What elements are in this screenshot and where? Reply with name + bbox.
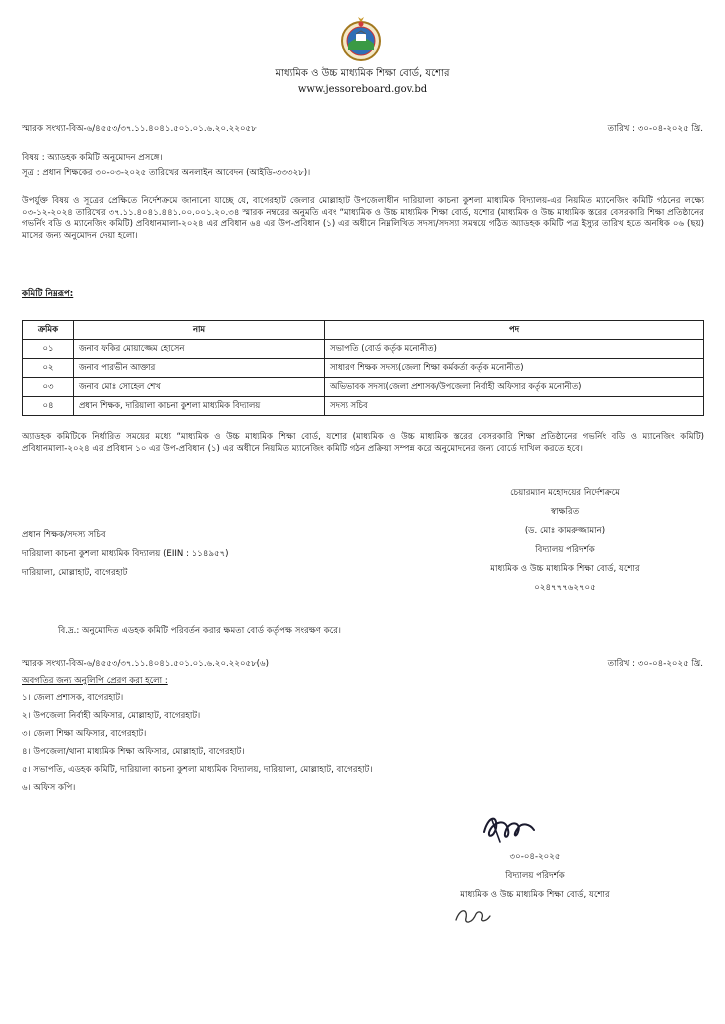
list-item: ৫। সভাপতি, এডহক কমিটি, দারিয়ালা কাচনা কুশলা মাধ্যমিক বিদ্যালয়, দারিয়ালা, মোল্লাহাট, বাগেরহাট।	[22, 765, 373, 775]
row-position: অভিভাবক সদস্য(জেলা প্রশাসক/উপজেলা নির্বাহী অফিসার কর্তৃক মনোনীত)	[325, 378, 704, 397]
table-row	[23, 340, 704, 359]
row-serial: ০১	[23, 340, 74, 359]
header-name: নাম	[74, 321, 325, 340]
row-serial: ০৩	[23, 378, 74, 397]
board-name: মাধ্যমিক ও উচ্চ মাধ্যমিক শিক্ষা বোর্ড, যশোর	[275, 68, 450, 79]
recipient-line-3: দারিয়ালা, মোল্লাহাট, বাগেরহাট	[22, 568, 128, 578]
list-item: ১। জেলা প্রশাসক, বাগেরহাট।	[22, 693, 124, 703]
list-item: ৪। উপজেলা/থানা মাধ্যমিক শিক্ষা অফিসার, মোল্লাহাট, বাগেরহাট।	[22, 747, 245, 757]
committee-title: কমিটি নিম্নরূপ:	[22, 289, 74, 299]
signature-phone: ০২৪৭৭৭৬২৭০৫	[534, 583, 596, 593]
row-name: প্রধান শিক্ষক, দারিয়ালা কাচনা কুশলা মাধ্যমিক বিদ্যালয়	[74, 397, 325, 416]
signature-name: (ড. মোঃ কামরুজ্জামান)	[524, 526, 606, 536]
table-row	[23, 359, 704, 378]
recipient-block	[22, 530, 229, 587]
row-position: সদস্য সচিব	[325, 397, 704, 416]
source-line: সূত্র : প্রধান শিক্ষকের ৩০-০৩-২০২৫ তারিখের অনলাইন আবেদন (আইডি-৩৩৩২৮)।	[22, 168, 311, 178]
signature-office: মাধ্যমিক ও উচ্চ মাধ্যমিক শিক্ষা বোর্ড, যশোর	[490, 564, 640, 574]
copy-memo-date: তারিখ : ৩০-০৪-২০২৫ খ্রি.	[607, 659, 703, 669]
row-serial: ০৪	[23, 397, 74, 416]
list-item: ৬। অফিস কপি।	[22, 783, 76, 793]
signature-designation: বিদ্যালয় পরিদর্শক	[535, 545, 595, 555]
signature-block	[430, 488, 700, 600]
row-position: সাধারণ শিক্ষক সদস্য(জেলা শিক্ষা কর্মকর্তা কর্তৃক মনোনীত)	[325, 359, 704, 378]
list-item: ৩। জেলা শিক্ষা অফিসার, বাগেরহাট।	[22, 729, 147, 739]
final-signature-date: ৩০-০৪-২০২৫	[509, 852, 561, 862]
recipient-line-1: প্রধান শিক্ষক/সদস্য সচিব	[22, 530, 106, 540]
row-name: জনাব মোঃ সোহেল শেখ	[74, 378, 325, 397]
row-serial: ০২	[23, 359, 74, 378]
initial-scribble-icon	[452, 902, 492, 928]
header-serial: ক্রমিক	[23, 321, 74, 340]
row-name: জনাব ফকির মোয়াজ্জেম হোসেন	[74, 340, 325, 359]
signature-signed: স্বাক্ষরিত	[550, 507, 580, 517]
list-item: ২। উপজেলা নির্বাহী অফিসার, মোল্লাহাট, বাগেরহাট।	[22, 711, 201, 721]
copy-memo-reference: স্মারক সংখ্যা-বিঅ-৬/৪৫৫৩/৩৭.১১.৪০৪১.৫০১.০১.৬.২০.২২০৫৮(৬)	[22, 659, 269, 669]
note-line: বি.দ্র.: অনুমোদিত এডহক কমিটি পরিবর্তন করার ক্ষমতা বোর্ড কর্তৃপক্ষ সংরক্ষণ করে।	[58, 626, 341, 636]
final-signature-designation: বিদ্যালয় পরিদর্শক	[505, 871, 565, 881]
committee-table	[22, 320, 704, 416]
table-row	[23, 378, 704, 397]
body-paragraph-1: উপর্যুক্ত বিষয় ও সূত্রের প্রেক্ষিতে নির্দেশক্রমে জানানো যাচ্ছে যে, বাগেরহাট জেলার মোল্লাহাট উপজেলাধীন দারিয়ালা কাচনা কুশলা মাধ্যমিক বিদ্যালয়-এর নিয়মিত ম্যানেজিং কমিটি গঠনের লক্ষ্যে ০৩-১২-২০২৪ তারিখের ৩৭.১১.৪০৪১.৪৪১.০০.০০১.২০.৩৪ স্মারক নম্বরের অনুমতি এবং “মাধ্যমিক ও উচ্চ মাধ্যমিক শিক্ষা বোর্ড, যশোর (মাধ্যমিক ও উচ্চ মাধ্যমিক স্তরের বেসরকারি শিক্ষা প্রতিষ্ঠানের গভর্নিং বডি ও ম্যানেজিং কমিটি) প্রবিধানমালা-২০২৪ এর প্রবিধান ৬৪ এর উপ-প্রবিধান (১) এর অধীনে নিম্নলিখিত সদস্য/সদস্যা সমন্বয়ে গঠিত অ্যাডহক কমিটি পত্র ইস্যুর তারিখ হতে অনধিক ০৬ (ছয়) মাসের জন্য অনুমোদন দেয়া হলো।	[22, 196, 705, 241]
final-signature-office: মাধ্যমিক ও উচ্চ মাধ্যমিক শিক্ষা বোর্ড, যশোর	[460, 890, 610, 900]
row-position: সভাপতি (বোর্ড কর্তৃক মনোনীত)	[325, 340, 704, 359]
recipient-line-2: দারিয়ালা কাচনা কুশলা মাধ্যমিক বিদ্যালয় (EIIN : ১১৪৯৫৭)	[22, 549, 229, 559]
signature-instruction: চেয়ারম্যান মহোদয়ের নির্দেশক্রমে	[510, 488, 620, 498]
header-position: পদ	[325, 321, 704, 340]
subject-line: বিষয় : অ্যাডহক কমিটি অনুমোদন প্রসঙ্গে।	[22, 153, 163, 163]
body-paragraph-2: অ্যাডহক কমিটিকে নির্ধারিত সময়ের মধ্যে “মাধ্যমিক ও উচ্চ মাধ্যমিক শিক্ষা বোর্ড, যশোর (মাধ্যমিক ও উচ্চ মাধ্যমিক স্তরের বেসরকারি শিক্ষা প্রতিষ্ঠানের গভর্নিং বডি ও ম্যানেজিং কমিটি) প্রবিধানমালা-২০২৪ এর প্রবিধান ১০ এর উপ-প্রবিধান (১) এর অধীনে নিয়মিত ম্যানেজিং কমিটি গঠন প্রক্রিয়া সম্পন্ন করে অনুমোদনের জন্য বোর্ডে দাখিল করতে হবে।	[22, 432, 704, 454]
table-row	[23, 397, 704, 416]
copy-list-title: অবগতির জন্য অনুলিপি প্রেরণ করা হলো :	[22, 676, 168, 686]
board-logo-icon	[336, 14, 386, 64]
memo-reference: স্মারক সংখ্যা-বিঅ-৬/৪৫৫৩/৩৭.১১.৪০৪১.৫০১.০১.৬.২০.২২০৫৮	[22, 124, 257, 134]
handwritten-signature-icon	[478, 808, 538, 848]
copy-list	[22, 693, 372, 801]
table-header-row	[23, 321, 704, 340]
row-name: জনাব পারভীন আক্তার	[74, 359, 325, 378]
board-website: www.jessoreboard.gov.bd	[297, 84, 428, 95]
memo-date: তারিখ : ৩০-০৪-২০২৫ খ্রি.	[607, 124, 703, 134]
